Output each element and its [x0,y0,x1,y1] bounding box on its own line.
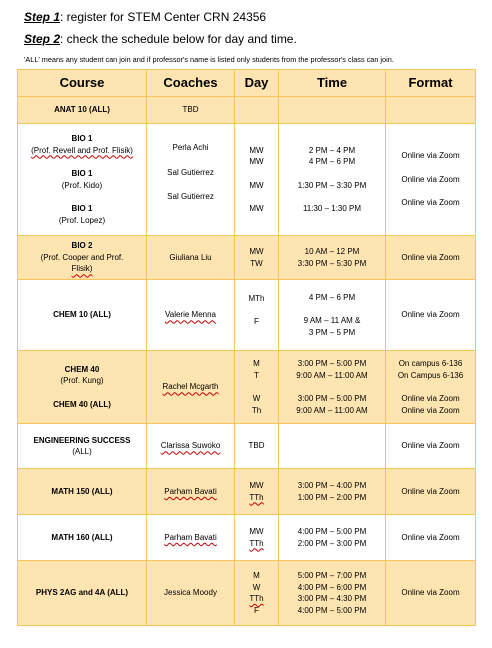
time-value: 5:00 PM – 7:00 PM [297,571,367,580]
coach-name: Parham Bavati [164,532,217,542]
course-name: CHEM 40 (ALL) [53,399,111,409]
course-name: ANAT 10 (ALL) [54,105,110,115]
format-value: Online via Zoom [401,252,460,262]
format-value: Online via Zoom [401,310,460,320]
course-name: CHEM 10 (ALL) [53,310,111,320]
day-value: MW [249,527,264,536]
course-audience: (ALL) [72,447,92,456]
course-professor: Flisik) [71,264,93,274]
time-value: 11:30 – 1:30 PM [302,204,362,213]
header-course: Course [18,70,147,97]
coach-name: Sal Gutierrez [167,192,214,201]
coach-cell [147,97,235,124]
coach-cell [147,561,235,626]
course-cell [18,236,147,280]
coach-name: Rachel Mcgarth [162,382,219,392]
course-cell [18,515,147,561]
time-value: 9:00 AM – 11:00 AM [296,370,368,380]
time-value: 9 AM – 11 AM & [303,316,361,326]
day-value: TW [250,258,263,268]
table-row [18,469,476,515]
day-value: TTh [249,594,264,603]
time-value: 4 PM – 6 PM [308,157,356,166]
format-value: Online via Zoom [401,588,460,598]
day-value: W [252,582,261,592]
time-value: 4:00 PM – 6:00 PM [297,582,367,592]
time-cell [279,124,386,236]
format-cell [386,351,476,424]
course-professor: (Prof. Revell and Prof. Flisik) [31,145,133,155]
course-professor: (Prof. Cooper and Prof. [40,252,124,262]
coach-cell [147,469,235,515]
time-value: 4:00 PM – 5:00 PM [297,605,367,615]
course-name: BIO 2 [71,241,93,251]
day-value: W [252,394,261,403]
course-cell [18,561,147,626]
table-row [18,424,476,469]
time-value: 3:00 PM – 5:00 PM [297,394,367,403]
time-cell [279,97,386,124]
format-value: Online via Zoom [401,532,460,542]
step-1-label: Step 1 [24,10,61,24]
table-row [18,124,476,236]
course-name: BIO 1 [71,169,93,178]
day-cell [235,469,279,515]
table-row [18,97,476,124]
course-cell [18,424,147,469]
course-cell [18,469,147,515]
day-value: T [254,370,259,380]
day-value: F [254,605,259,615]
table-row [18,351,476,424]
time-value: 2 PM – 4 PM [308,145,356,155]
coach-name: Perla Achi [172,143,209,152]
course-professor: (Prof. Kung) [60,376,104,386]
format-cell [386,280,476,351]
step-2-text: : check the schedule below for day and time. [60,32,297,46]
format-value: Online via Zoom [401,405,460,415]
coach-cell [147,351,235,424]
coach-cell [147,424,235,469]
time-value: 10 AM – 12 PM [304,247,360,256]
format-cell [386,424,476,469]
day-value: MW [249,180,264,190]
header-row [18,70,476,97]
schedule-table [17,69,476,626]
time-cell [279,424,386,469]
day-cell [235,236,279,280]
course-name: MATH 160 (ALL) [51,532,113,542]
step-2-instruction [24,32,297,46]
step-1-text: : register for STEM Center CRN 24356 [60,10,267,24]
time-value: 4 PM – 6 PM [308,292,356,302]
coach-name: TBD [182,105,199,115]
day-cell [235,124,279,236]
day-value: MW [249,204,264,213]
course-name: ENGINEERING SUCCESS [33,435,131,445]
time-value: 3:00 PM – 5:00 PM [297,359,367,368]
coach-cell [147,124,235,236]
day-value: M [253,571,260,580]
format-value: On campus 6-136 [398,359,463,368]
coach-name: Parham Bavati [164,486,217,496]
course-cell [18,280,147,351]
format-cell [386,561,476,626]
time-value: 2:00 PM – 3:00 PM [297,538,367,548]
time-value: 3:00 PM – 4:00 PM [297,481,367,490]
day-cell [235,280,279,351]
course-name: CHEM 40 [64,364,100,374]
format-value: Online via Zoom [401,486,460,496]
format-cell [386,236,476,280]
day-cell [235,351,279,424]
format-value: On Campus 6-136 [397,370,464,380]
coach-name: Clarissa Suwoko [160,441,221,451]
time-cell [279,351,386,424]
course-cell [18,124,147,236]
day-cell [235,424,279,469]
table-row [18,280,476,351]
day-value: MTh [248,293,265,303]
day-value: MW [249,247,264,256]
course-cell [18,97,147,124]
time-cell [279,280,386,351]
coach-cell [147,515,235,561]
coach-cell [147,236,235,280]
time-value: 1:30 PM – 3:30 PM [297,180,367,190]
time-value: 3:00 PM – 4:30 PM [297,594,367,603]
time-cell [279,469,386,515]
course-name: MATH 150 (ALL) [51,486,113,496]
time-cell [279,561,386,626]
format-value: Online via Zoom [401,394,460,403]
step-2-label: Step 2 [24,32,61,46]
format-cell [386,97,476,124]
table-row [18,236,476,280]
day-value: TTh [249,538,264,548]
coach-name: Jessica Moody [164,588,217,598]
day-cell [235,97,279,124]
day-value: Th [251,405,262,415]
coach-name: Valerie Menna [165,310,216,320]
table-row [18,561,476,626]
course-professor: (Prof. Kido) [61,180,103,190]
format-cell [386,124,476,236]
format-value: Online via Zoom [401,151,460,161]
day-value: MW [249,481,264,490]
course-cell [18,351,147,424]
time-cell [279,515,386,561]
time-value: 3:30 PM – 5:30 PM [297,258,367,268]
time-value: 1:00 PM – 2:00 PM [297,492,367,502]
day-value: MW [249,157,264,166]
header-time: Time [279,70,386,97]
coach-name: Sal Gutierrez [167,167,214,177]
all-note: 'ALL' means any student can join and if professor's name is listed only students from the professor's class can join. [24,55,394,64]
day-value: TBD [248,441,265,451]
step-1-instruction [24,10,266,24]
header-day: Day [235,70,279,97]
day-value: TTh [249,492,264,502]
course-name: PHYS 2AG and 4A (ALL) [35,588,129,598]
course-name: BIO 1 [71,204,93,213]
format-cell [386,469,476,515]
time-cell [279,236,386,280]
day-cell [235,561,279,626]
coach-name: Giuliana Liu [169,252,212,262]
header-format: Format [386,70,476,97]
course-name: BIO 1 [71,134,93,143]
day-cell [235,515,279,561]
time-value: 3 PM – 5 PM [308,327,356,337]
day-value: F [254,317,259,326]
time-value: 9:00 AM – 11:00 AM [296,405,368,415]
coach-cell [147,280,235,351]
time-value: 4:00 PM – 5:00 PM [297,527,367,536]
table-row [18,515,476,561]
course-professor: (Prof. Lopez) [58,215,106,225]
format-value: Online via Zoom [401,198,460,208]
header-coaches: Coaches [147,70,235,97]
format-value: Online via Zoom [401,441,460,451]
format-value: Online via Zoom [401,174,460,184]
day-value: M [253,359,260,368]
format-cell [386,515,476,561]
day-value: MW [249,145,264,155]
